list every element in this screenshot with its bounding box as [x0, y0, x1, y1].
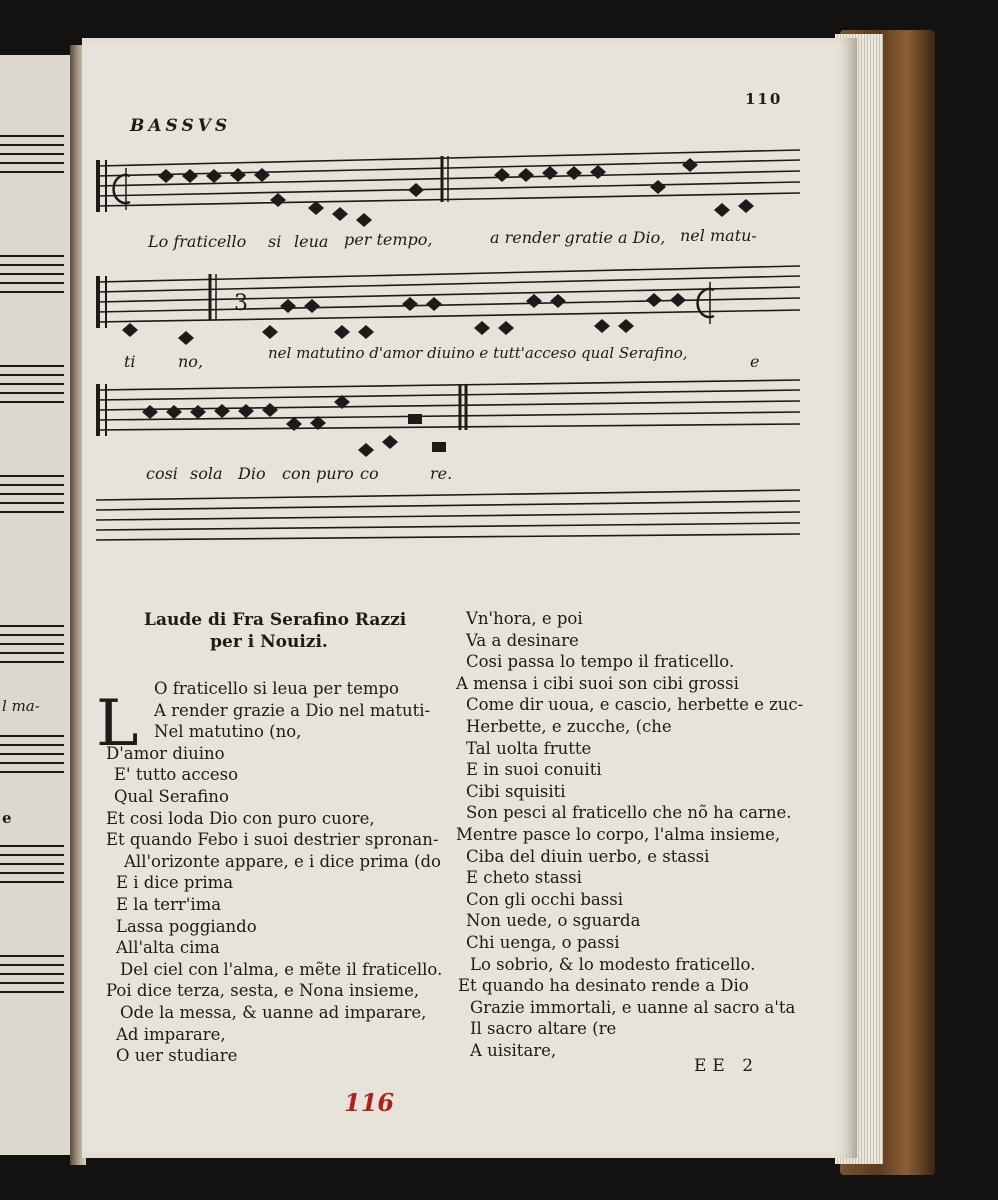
left-page-staff — [0, 735, 64, 775]
text-line: Grazie immortali, e uanne al sacro a'ta — [470, 997, 796, 1017]
text-line: E' tutto acceso — [114, 765, 239, 785]
text-line: E la terr'ima — [116, 894, 222, 914]
lyric-row1: si — [268, 232, 282, 251]
text-line: D'amor diuino — [106, 743, 225, 763]
lyric-row1: a render gratie a Dio, — [490, 228, 666, 247]
left-page-staff — [0, 255, 64, 295]
text-line: Herbette, e zucche, (che — [466, 716, 672, 736]
text-line: Come dir uoua, e cascio, herbette e zuc- — [466, 695, 804, 715]
text-line: Et quando ha desinato rende a Dio — [458, 976, 749, 996]
text-line: Et cosi loda Dio con puro cuore, — [106, 808, 375, 828]
text-line: Mentre pasce lo corpo, l'alma insieme, — [456, 824, 781, 844]
left-page-letter: e — [2, 809, 12, 827]
text-line: Nel matutino (no, — [154, 722, 302, 742]
text-line: Cibi squisiti — [466, 781, 566, 801]
left-text-column — [106, 678, 456, 1067]
left-page-lyric: l ma- — [2, 697, 40, 715]
text-line: Ode la messa, & uanne ad imparare, — [120, 1002, 427, 1022]
left-page-staff — [0, 955, 64, 995]
folio-number: 110 — [745, 90, 783, 108]
lyric-row2: nel matutino d'amor diuino e tutt'acceso qual Serafino, — [268, 344, 688, 362]
lyric-row3: co — [360, 464, 379, 483]
text-line: All'orizonte appare, e i dice prima (do — [124, 851, 441, 871]
left-page-staff — [0, 135, 64, 175]
text-line: Et quando Febo i suoi destrier spronan- — [106, 830, 439, 850]
text-line: Il sacro altare (re — [470, 1019, 617, 1039]
left-page — [0, 55, 80, 1155]
left-page-staff — [0, 365, 64, 405]
text-line: Non uede, o sguarda — [466, 911, 641, 931]
text-line: O fraticello si leua per tempo — [154, 679, 399, 698]
text-line: A mensa i cibi suoi son cibi grossi — [456, 673, 739, 693]
lyric-row3: cosi — [146, 464, 178, 483]
lyric-row1: Lo fraticello — [148, 232, 247, 251]
text-line: Del ciel con l'alma, e mẽte il fraticello. — [120, 959, 443, 979]
pencil-page-number: 116 — [344, 1088, 395, 1117]
text-line: E i dice prima — [116, 873, 234, 893]
drop-cap: L — [96, 687, 139, 761]
text-line: Vn'hora, e poi — [466, 609, 583, 628]
lyric-row2: no, — [178, 352, 204, 371]
text-line: Qual Serafino — [114, 786, 229, 806]
lyric-row2: ti — [124, 352, 136, 371]
lyric-row1: leua — [294, 232, 329, 251]
text-line: Chi uenga, o passi — [466, 932, 620, 952]
lyric-row3: re. — [430, 464, 453, 483]
text-line: Ad imparare, — [116, 1024, 226, 1044]
text-line: Tal uolta frutte — [466, 738, 592, 758]
left-page-staff — [0, 845, 64, 885]
text-line: Con gli occhi bassi — [466, 889, 623, 909]
lyric-row1: per tempo, — [344, 230, 433, 249]
laude-title — [144, 610, 407, 653]
text-line: A render grazie a Dio nel matuti- — [154, 700, 431, 720]
title-line: per i Nouizi. — [210, 631, 328, 652]
text-line: O uer studiare — [116, 1046, 238, 1066]
voice-part-heading: BASSVS — [130, 116, 232, 136]
left-page-staff — [0, 625, 64, 665]
lyric-row3: sola — [190, 464, 223, 483]
title-line: Laude di Fra Serafino Razzi — [144, 610, 407, 630]
text-line: E in suoi conuiti — [466, 760, 602, 780]
text-line: Ciba del diuin uerbo, e stassi — [466, 846, 710, 866]
text-line: All'alta cima — [116, 938, 220, 958]
signature-mark: EE 2 — [694, 1056, 760, 1076]
text-line: Lassa poggiando — [116, 916, 257, 936]
lyric-row3: con puro — [282, 464, 354, 483]
text-line: E cheto stassi — [466, 868, 582, 888]
left-page-staff — [0, 475, 64, 515]
right-text-column — [456, 608, 816, 1061]
text-line: A uisitare, — [470, 1040, 557, 1060]
lyric-row2: e — [750, 352, 760, 371]
text-line: Cosi passa lo tempo il fraticello. — [466, 652, 735, 672]
right-page — [82, 38, 857, 1158]
time-signature: 3 — [234, 291, 248, 316]
text-line: Va a desinare — [466, 630, 579, 650]
lyric-row1: nel matu- — [680, 226, 757, 245]
lyric-row3: Dio — [238, 464, 266, 483]
text-line: Poi dice terza, sesta, e Nona insieme, — [106, 981, 420, 1001]
text-line: Lo sobrio, & lo modesto fraticello. — [470, 954, 756, 974]
text-line: Son pesci al fraticello che nõ ha carne. — [466, 803, 792, 823]
music-notation — [82, 38, 857, 578]
